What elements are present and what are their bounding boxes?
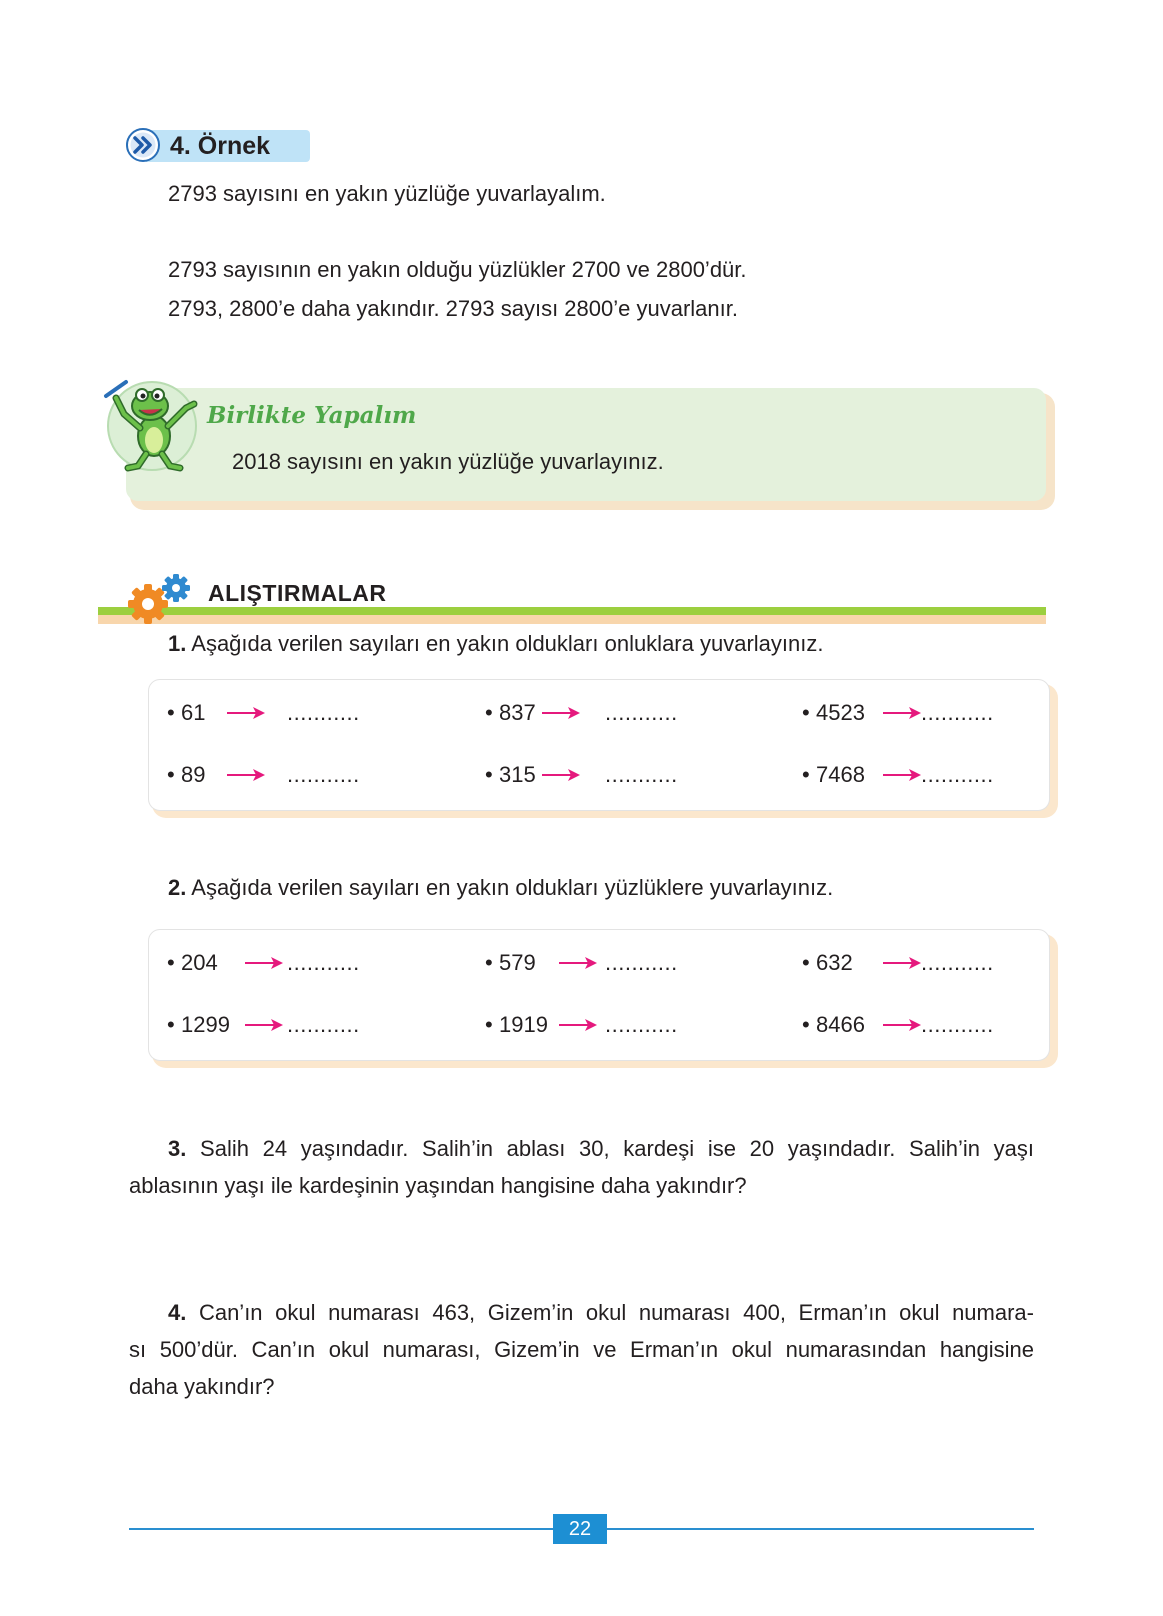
question-1 bbox=[168, 628, 823, 660]
question-1-number: 1. bbox=[168, 631, 187, 656]
bullet: • bbox=[802, 700, 810, 725]
arrow-right-icon bbox=[559, 1018, 599, 1032]
arrow-right-icon bbox=[245, 1018, 285, 1032]
bullet: • bbox=[167, 950, 175, 975]
bullet: • bbox=[485, 762, 493, 787]
q1-box bbox=[148, 679, 1050, 811]
arrow-right-icon bbox=[883, 768, 923, 782]
arrow-right-icon bbox=[542, 768, 582, 782]
q2-number: 632 bbox=[816, 950, 853, 975]
footer-line-left bbox=[129, 1528, 553, 1530]
q1-number: 315 bbox=[499, 762, 536, 787]
answer-blank[interactable]: ........... bbox=[921, 700, 994, 725]
arrow-right-icon bbox=[227, 768, 267, 782]
bullet: • bbox=[167, 700, 175, 725]
question-4-number: 4. bbox=[168, 1300, 187, 1325]
arrow-right-icon bbox=[542, 706, 582, 720]
arrow-right-icon bbox=[883, 706, 923, 720]
q2-number: 8466 bbox=[816, 1012, 865, 1037]
q1-item bbox=[802, 762, 865, 788]
q2-item bbox=[802, 1012, 865, 1038]
q2-item bbox=[485, 950, 536, 976]
bullet: • bbox=[167, 1012, 175, 1037]
question-3 bbox=[129, 1130, 1034, 1204]
q2-item bbox=[167, 950, 218, 976]
question-1-text: Aşağıda verilen sayıları en yakın oldukları onluklara yuvarlayınız. bbox=[191, 631, 824, 656]
answer-blank[interactable]: ........... bbox=[921, 950, 994, 975]
answer-blank[interactable]: ........... bbox=[605, 700, 678, 725]
example-header bbox=[126, 128, 310, 162]
gears-icon bbox=[124, 572, 196, 628]
question-4-line-3: daha yakındır? bbox=[129, 1374, 275, 1399]
q1-number: 837 bbox=[499, 700, 536, 725]
q1-item bbox=[167, 700, 205, 726]
bullet: • bbox=[485, 700, 493, 725]
bullet: • bbox=[802, 762, 810, 787]
answer-blank[interactable]: ........... bbox=[287, 700, 360, 725]
answer-blank[interactable]: ........... bbox=[287, 1012, 360, 1037]
question-2-text: Aşağıda verilen sayıları en yakın oldukları yüzlüklere yuvarlayınız. bbox=[191, 875, 834, 900]
answer-blank[interactable]: ........... bbox=[921, 1012, 994, 1037]
bullet: • bbox=[485, 1012, 493, 1037]
question-2-number: 2. bbox=[168, 875, 187, 900]
together-text: 2018 sayısını en yakın yüzlüğe yuvarlayınız. bbox=[232, 449, 664, 474]
together-title: Birlikte Yapalım bbox=[207, 402, 417, 429]
q2-box bbox=[148, 929, 1050, 1061]
question-3-line-1 bbox=[129, 1130, 1034, 1167]
q1-item bbox=[485, 700, 536, 726]
footer-line-right bbox=[607, 1528, 1034, 1530]
question-4 bbox=[129, 1294, 1034, 1405]
double-chevron-icon bbox=[126, 128, 160, 162]
q1-number: 4523 bbox=[816, 700, 865, 725]
arrow-right-icon bbox=[559, 956, 599, 970]
page-number: 22 bbox=[553, 1514, 607, 1544]
bullet: • bbox=[802, 950, 810, 975]
bullet: • bbox=[167, 762, 175, 787]
answer-blank[interactable]: ........... bbox=[605, 762, 678, 787]
bullet: • bbox=[802, 1012, 810, 1037]
answer-blank[interactable]: ........... bbox=[287, 762, 360, 787]
q2-item bbox=[485, 1012, 548, 1038]
q2-item bbox=[167, 1012, 230, 1038]
q2-number: 1299 bbox=[181, 1012, 230, 1037]
example-line-2: 2793 sayısının en yakın olduğu yüzlükler 2700 ve 2800’dür. bbox=[168, 257, 747, 282]
exercises-title: ALIŞTIRMALAR bbox=[208, 580, 387, 606]
example-title: 4. Örnek bbox=[170, 132, 271, 160]
arrow-right-icon bbox=[883, 1018, 923, 1032]
frog-mascot-icon bbox=[98, 374, 204, 474]
section-stripe-green bbox=[98, 607, 1046, 615]
q2-number: 204 bbox=[181, 950, 218, 975]
arrow-right-icon bbox=[245, 956, 285, 970]
answer-blank[interactable]: ........... bbox=[605, 1012, 678, 1037]
q2-number: 579 bbox=[499, 950, 536, 975]
q1-number: 89 bbox=[181, 762, 206, 787]
question-2 bbox=[168, 872, 833, 904]
question-4-line-1 bbox=[129, 1294, 1034, 1331]
question-4-line-2: sı 500’dür. Can’ın okul numarası, Gizem’in ve Erman’ın okul numarasından hangisine bbox=[129, 1337, 1034, 1362]
q1-item bbox=[167, 762, 205, 788]
q2-number: 1919 bbox=[499, 1012, 548, 1037]
question-3-number: 3. bbox=[168, 1136, 187, 1161]
question-4-text-1: Can’ın okul numarası 463, Gizem’in okul numarası 400, Erman’ın okul numara- bbox=[198, 1300, 1034, 1325]
q2-item bbox=[802, 950, 853, 976]
answer-blank[interactable]: ........... bbox=[605, 950, 678, 975]
q1-number: 7468 bbox=[816, 762, 865, 787]
bullet: • bbox=[485, 950, 493, 975]
arrow-right-icon bbox=[883, 956, 923, 970]
question-3-text-1: Salih 24 yaşındadır. Salih’in ablası 30, kardeşi ise 20 yaşındadır. Salih’in yaşı bbox=[200, 1136, 1034, 1161]
q1-item bbox=[802, 700, 865, 726]
arrow-right-icon bbox=[227, 706, 267, 720]
q1-number: 61 bbox=[181, 700, 206, 725]
answer-blank[interactable]: ........... bbox=[287, 950, 360, 975]
question-3-line-2: ablasının yaşı ile kardeşinin yaşından hangisine daha yakındır? bbox=[129, 1173, 747, 1198]
section-stripe-peach bbox=[98, 615, 1046, 624]
example-line-1: 2793 sayısını en yakın yüzlüğe yuvarlayalım. bbox=[168, 181, 606, 206]
answer-blank[interactable]: ........... bbox=[921, 762, 994, 787]
example-line-3: 2793, 2800’e daha yakındır. 2793 sayısı 2800’e yuvarlanır. bbox=[168, 296, 738, 321]
q1-item bbox=[485, 762, 536, 788]
